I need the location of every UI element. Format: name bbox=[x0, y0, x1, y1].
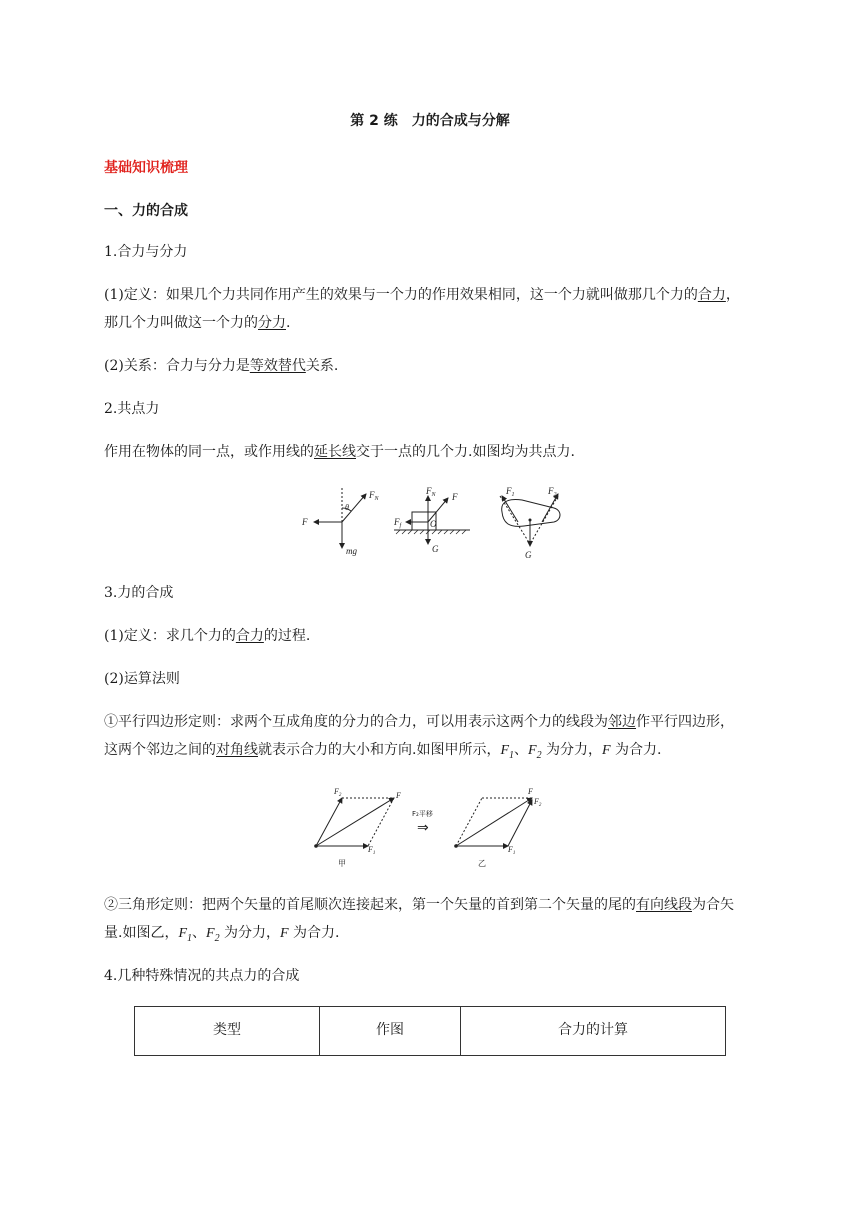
text-run: 为合力. bbox=[610, 742, 662, 758]
label-o: O bbox=[430, 519, 437, 529]
var-f2: $F_2$ bbox=[206, 926, 220, 944]
triangle-rule-line2 bbox=[104, 924, 340, 948]
triangle-yi bbox=[454, 787, 542, 868]
underline-answer: 等效替代 bbox=[249, 358, 306, 374]
text-run: 作用在物体的同一点，或作用线的 bbox=[104, 444, 314, 460]
underline-answer: 延长线 bbox=[314, 444, 356, 460]
var-f1: $F_1$ bbox=[500, 743, 515, 761]
label-f2b: $F_2$ bbox=[548, 486, 557, 498]
text-run: 为分力， bbox=[219, 925, 281, 941]
underline-answer: 分力 bbox=[258, 315, 286, 331]
parallelogram-triangle-figure bbox=[306, 782, 556, 872]
concurrent-force-line bbox=[104, 443, 575, 461]
definition-composition-line bbox=[104, 627, 310, 645]
special-cases-table bbox=[134, 1006, 726, 1056]
text-run: ②三角形定则：把两个矢量的首尾顺次连接起来，第一个矢量的首到第二个矢量的尾的 bbox=[104, 897, 636, 913]
text-run: (2)关系：合力与分力是 bbox=[104, 358, 250, 374]
text-run: 、 bbox=[514, 742, 529, 758]
text-run: 为合矢 bbox=[692, 897, 734, 913]
text-run: ①平行四边形定则：求两个互成角度的分力的合力，可以用表示这两个力的线段为 bbox=[104, 714, 608, 730]
var-f: F bbox=[280, 926, 289, 941]
label-f2: $F_2$ bbox=[334, 787, 342, 798]
text-run: 为合力. bbox=[288, 925, 340, 941]
label-f1-b: $F_1$ bbox=[508, 845, 516, 856]
var-f: F bbox=[602, 743, 611, 758]
underline-answer: 合力 bbox=[697, 287, 726, 303]
underline-answer: 合力 bbox=[235, 628, 264, 644]
triangle-rule-line1 bbox=[104, 896, 734, 914]
label-mg: mg bbox=[346, 546, 357, 556]
force-diagram-2 bbox=[393, 486, 470, 554]
underline-answer: 对角线 bbox=[216, 742, 258, 758]
text-run: 这两个邻边之间的 bbox=[104, 742, 216, 758]
definition-resultant-line1 bbox=[104, 286, 740, 304]
text-run: 的过程. bbox=[263, 628, 311, 644]
text-run: (1)定义：如果几个力共同作用产生的效果与一个力的作用效果相同，这一个力就叫做那几个力的 bbox=[104, 287, 698, 303]
text-run: 量.如图乙， bbox=[104, 925, 179, 941]
force-diagram-3 bbox=[500, 486, 560, 560]
part1-heading: 一、力的合成 bbox=[104, 203, 188, 219]
label-fn: $F_N$ bbox=[369, 490, 379, 502]
label-f1: $F_1$ bbox=[368, 845, 376, 856]
label-yi: 乙 bbox=[478, 859, 486, 868]
table-header-type: 类型 bbox=[135, 1007, 320, 1056]
parallelogram-rule-line2 bbox=[104, 741, 662, 765]
text-run: (1)定义：求几个力的 bbox=[104, 628, 236, 644]
label-f1: $F_1$ bbox=[506, 486, 515, 498]
label-shift: F₂平移 bbox=[412, 810, 433, 818]
label-f-b: F bbox=[528, 787, 533, 796]
text-run: 、 bbox=[192, 925, 207, 941]
force-diagram-1 bbox=[301, 488, 380, 556]
parallelogram-jia bbox=[314, 787, 401, 868]
label-f: F bbox=[396, 791, 401, 800]
underline-answer: 邻边 bbox=[608, 714, 636, 730]
var-f1: $F_1$ bbox=[178, 926, 193, 944]
label-g2: G bbox=[525, 550, 532, 560]
var-f2: $F_2$ bbox=[528, 743, 542, 761]
shift-arrow bbox=[412, 809, 433, 836]
page-title: 第 2 练 力的合成与分解 bbox=[350, 113, 510, 129]
table-header-row bbox=[135, 1007, 726, 1056]
label-f2-b: $F_2$ bbox=[534, 797, 542, 808]
underline-answer: 有向线段 bbox=[636, 897, 692, 913]
section-heading: 基础知识梳理 bbox=[104, 160, 188, 176]
rule-heading: (2)运算法则 bbox=[104, 671, 180, 687]
parallelogram-rule-line1 bbox=[104, 713, 734, 731]
label-ff: $F_f$ bbox=[394, 517, 402, 529]
definition-resultant-line2 bbox=[104, 314, 290, 332]
text-run: 作平行四边形， bbox=[636, 714, 734, 730]
concurrent-forces-figure bbox=[296, 482, 576, 568]
text-run: 为分力， bbox=[541, 742, 603, 758]
label-g: G bbox=[432, 544, 439, 554]
sub2-heading: 2.共点力 bbox=[104, 401, 160, 417]
label-fn2: $F_N$ bbox=[426, 486, 436, 498]
sub1-heading: 1.合力与分力 bbox=[104, 244, 188, 260]
label-f: F bbox=[302, 517, 308, 527]
label-f2: F bbox=[452, 492, 458, 502]
text-run: ， bbox=[725, 287, 740, 303]
sub4-heading: 4.几种特殊情况的共点力的合成 bbox=[104, 968, 300, 984]
label-implies-arrow: ⇒ bbox=[417, 820, 429, 836]
text-run: 那几个力叫做这一个力的 bbox=[104, 315, 258, 331]
text-run: . bbox=[286, 315, 291, 331]
text-run: 就表示合力的大小和方向.如图甲所示， bbox=[258, 742, 501, 758]
relation-line bbox=[104, 357, 338, 375]
sub3-heading: 3.力的合成 bbox=[104, 585, 174, 601]
text-run: 关系. bbox=[305, 358, 339, 374]
table-header-drawing: 作图 bbox=[320, 1007, 461, 1056]
table-header-calculation: 合力的计算 bbox=[461, 1007, 726, 1056]
label-theta: θ bbox=[345, 503, 349, 512]
label-jia: 甲 bbox=[338, 859, 346, 868]
text-run: 交于一点的几个力.如图均为共点力. bbox=[356, 444, 575, 460]
